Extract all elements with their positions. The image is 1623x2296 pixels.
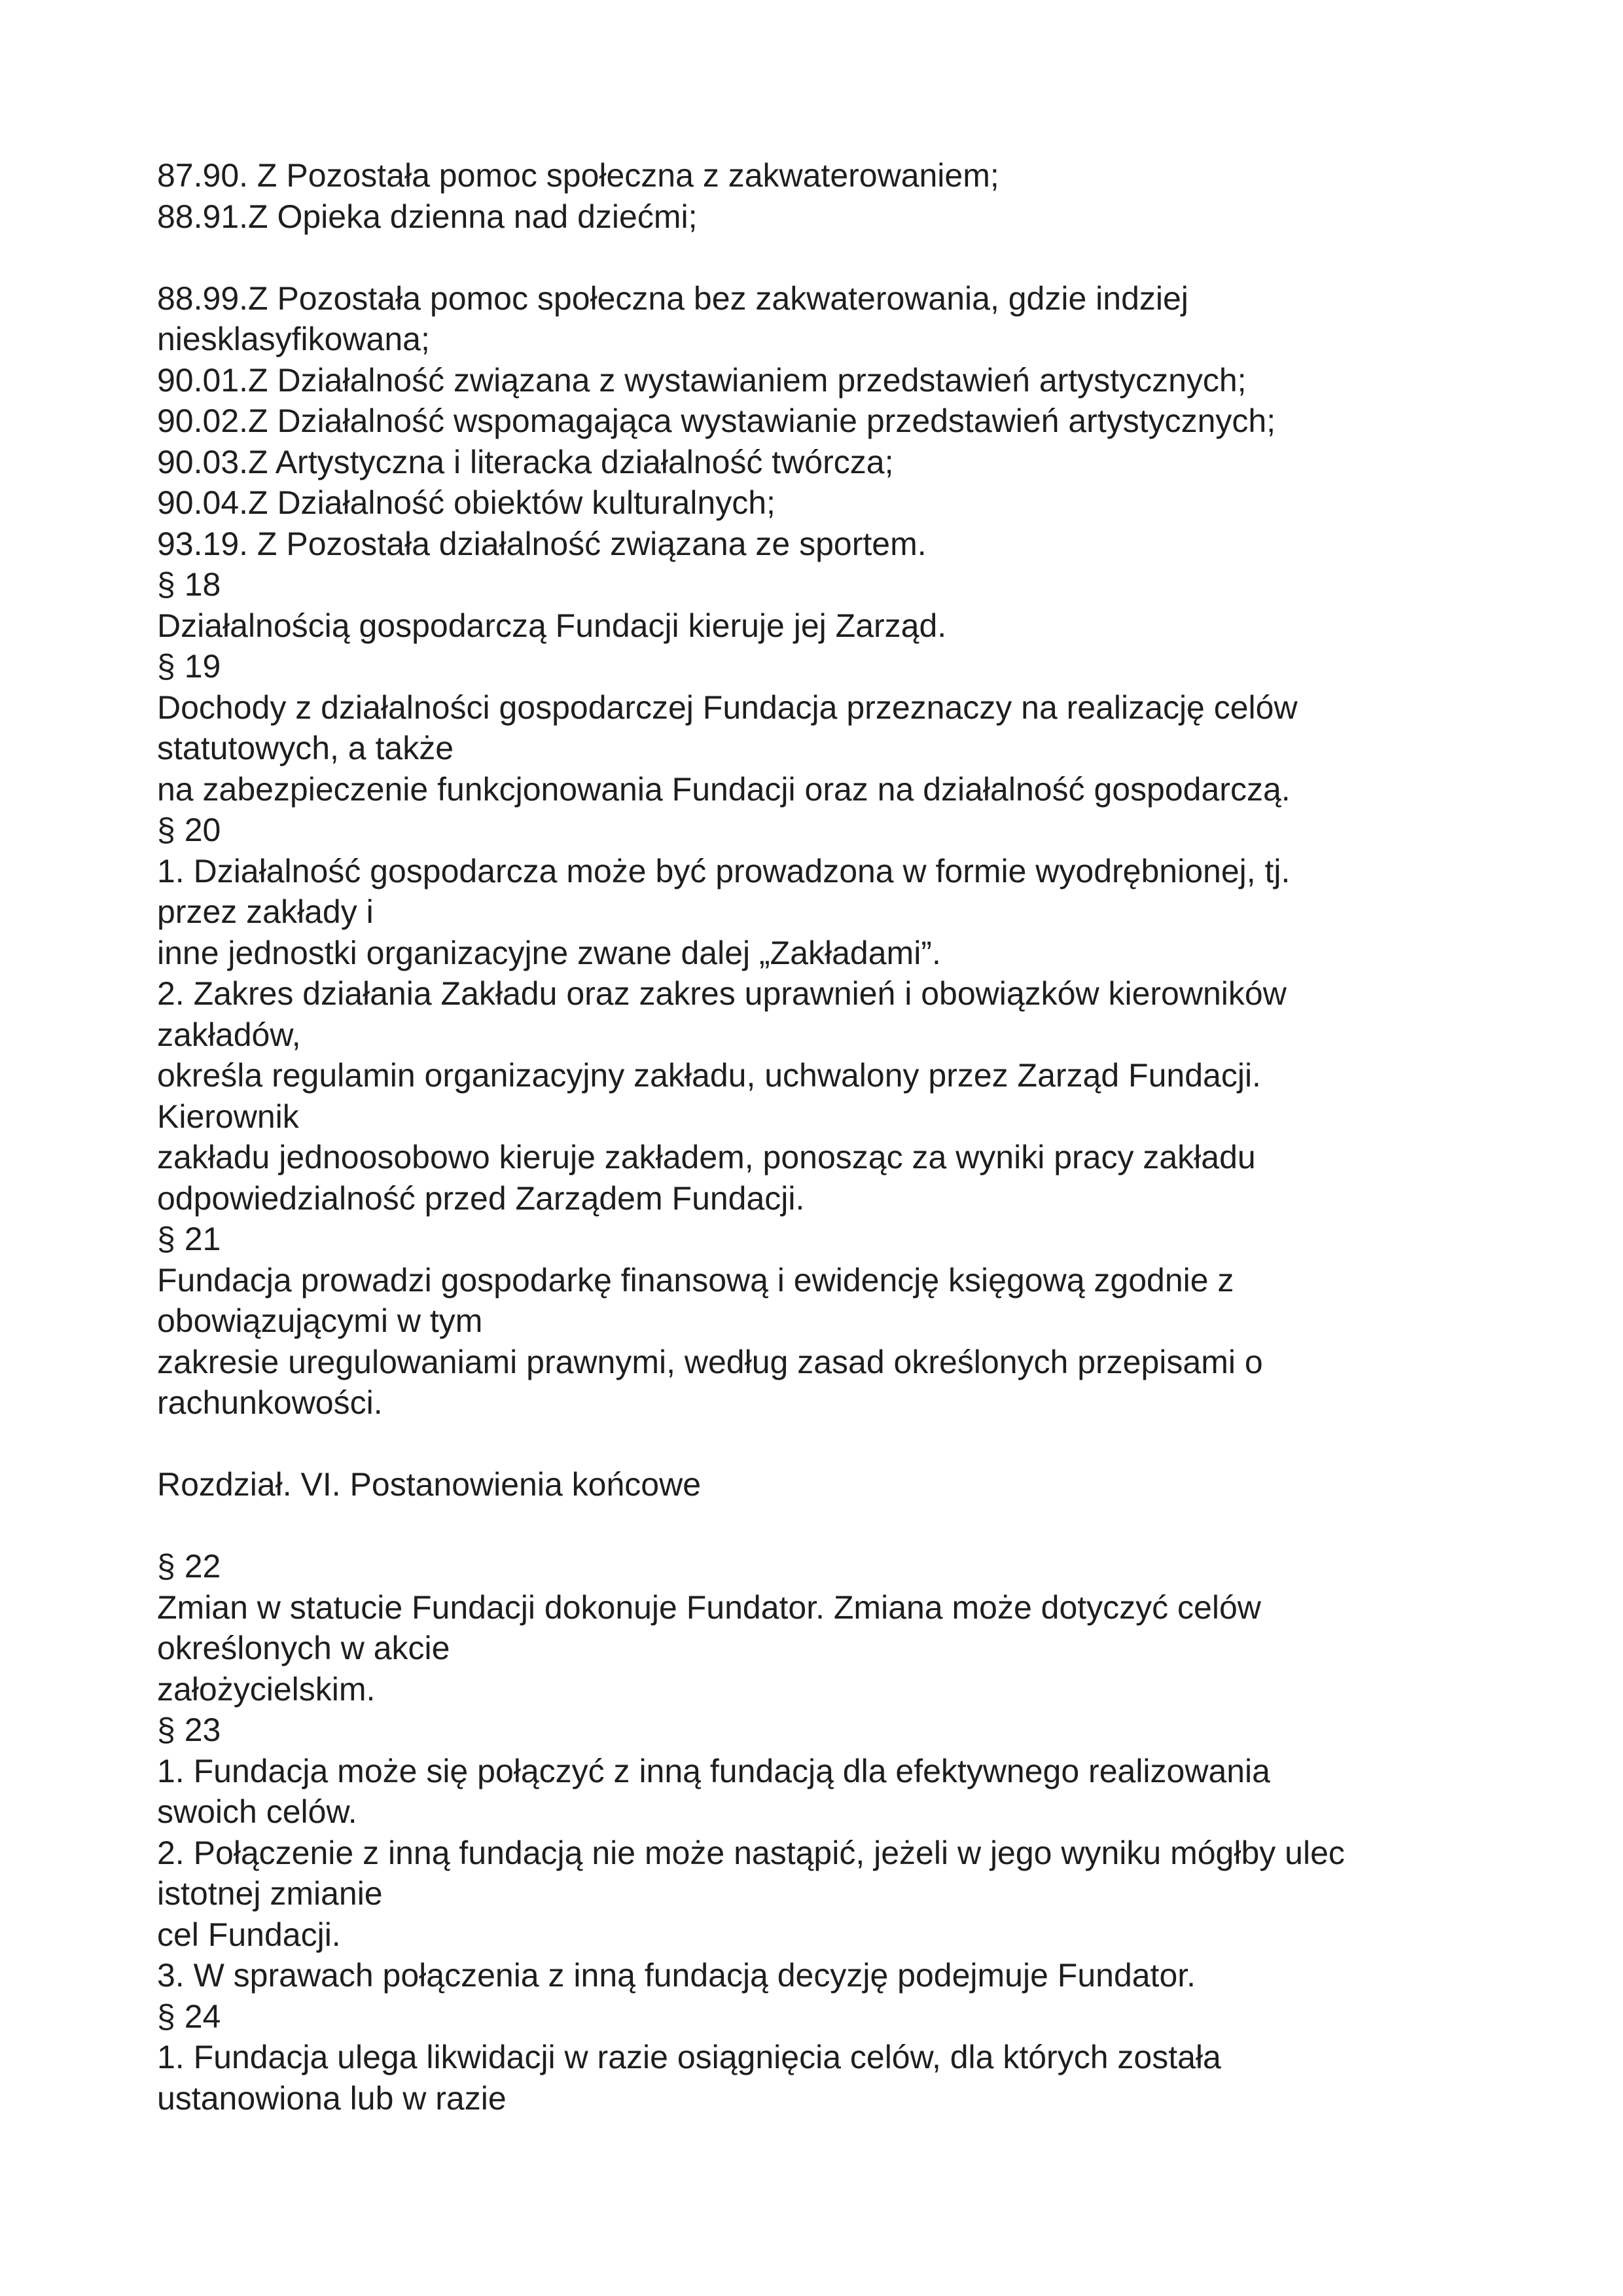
text-line: swoich celów. [157, 1793, 357, 1830]
blank-line [157, 237, 1531, 278]
text-line: Dochody z działalności gospodarczej Fundacja przeznaczy na realizację celów [157, 689, 1298, 726]
text-line: rachunkowości. [157, 1384, 383, 1421]
text-line: zakresie uregulowaniami prawnymi, według zasad określonych przepisami o [157, 1343, 1263, 1380]
text-line: § 22 [157, 1548, 221, 1585]
text-line: statutowych, a także [157, 730, 454, 766]
text-line: 93.19. Z Pozostała działalność związana ze sportem. [157, 525, 927, 562]
text-line: 1. Fundacja ulega likwidacji w razie osiągnięcia celów, dla których została [157, 2039, 1221, 2075]
blank-line [157, 1424, 1531, 1465]
text-line: 88.99.Z Pozostała pomoc społeczna bez zakwaterowania, gdzie indziej [157, 279, 1188, 317]
text-line: 2. Połączenie z inną fundacją nie może nastąpić, jeżeli w jego wyniku mógłby ulec [157, 1834, 1345, 1871]
text-line: 90.04.Z Działalność obiektów kulturalnych; [157, 484, 776, 521]
text-line: 90.03.Z Artystyczna i literacka działalność twórcza; [157, 443, 894, 480]
text-line: 2. Zakres działania Zakładu oraz zakres uprawnień i obowiązków kierowników [157, 975, 1287, 1012]
text-line: § 19 [157, 648, 221, 685]
text-line: § 18 [157, 566, 221, 603]
text-line: 88.91.Z Opieka dzienna nad dziećmi; [157, 198, 698, 235]
text-line: Działalnością gospodarczą Fundacji kieruje jej Zarząd. [157, 607, 947, 644]
text-line: inne jednostki organizacyjne zwane dalej „Zakładami”. [157, 934, 941, 971]
text-line: Zmian w statucie Fundacji dokonuje Fundator. Zmiana może dotyczyć celów [157, 1588, 1261, 1626]
text-line: § 20 [157, 812, 221, 848]
text-line: niesklasyfikowana; [157, 321, 430, 357]
text-line: Fundacja prowadzi gospodarkę finansową i ewidencję księgową zgodnie z [157, 1261, 1234, 1299]
text-line: założycielskim. [157, 1670, 376, 1708]
document-text [157, 155, 1531, 2119]
text-line: istotnej zmianie [157, 1875, 383, 1912]
text-line: 90.01.Z Działalność związana z wystawianiem przedstawień artystycznych; [157, 361, 1247, 399]
text-line: § 23 [157, 1712, 221, 1748]
text-line: zakładów, [157, 1016, 301, 1053]
text-line: 87.90. Z Pozostała pomoc społeczna z zakwaterowaniem; [157, 157, 999, 194]
text-line: 90.02.Z Działalność wspomagająca wystawianie przedstawień artystycznych; [157, 403, 1276, 439]
text-line: określa regulamin organizacyjny zakładu, uchwalony przez Zarząd Fundacji. [157, 1057, 1261, 1094]
text-line: § 24 [157, 1998, 221, 2035]
text-line: Kierownik [157, 1098, 299, 1135]
text-line: określonych w akcie [157, 1630, 450, 1666]
blank-line [157, 1505, 1531, 1547]
text-line: odpowiedzialność przed Zarządem Fundacji. [157, 1179, 805, 1217]
text-line: 3. W sprawach połączenia z inną fundacją decyzję podejmuje Fundator. [157, 1957, 1196, 1994]
text-line: obowiązującymi w tym [157, 1302, 483, 1339]
text-line: zakładu jednoosobowo kieruje zakładem, ponosząc za wyniki pracy zakładu [157, 1139, 1256, 1175]
text-line: cel Fundacji. [157, 1916, 341, 1953]
text-line: 1. Fundacja może się połączyć z inną fundacją dla efektywnego realizowania [157, 1752, 1270, 1789]
text-line: § 21 [157, 1221, 221, 1257]
text-line: przez zakłady i [157, 893, 374, 930]
text-line: ustanowiona lub w razie [157, 2079, 507, 2117]
text-line: na zabezpieczenie funkcjonowania Fundacji oraz na działalność gospodarczą. [157, 770, 1291, 808]
text-line: 1. Działalność gospodarcza może być prowadzona w formie wyodrębnionej, tj. [157, 852, 1291, 889]
text-line: Rozdział. VI. Postanowienia końcowe [157, 1466, 702, 1503]
